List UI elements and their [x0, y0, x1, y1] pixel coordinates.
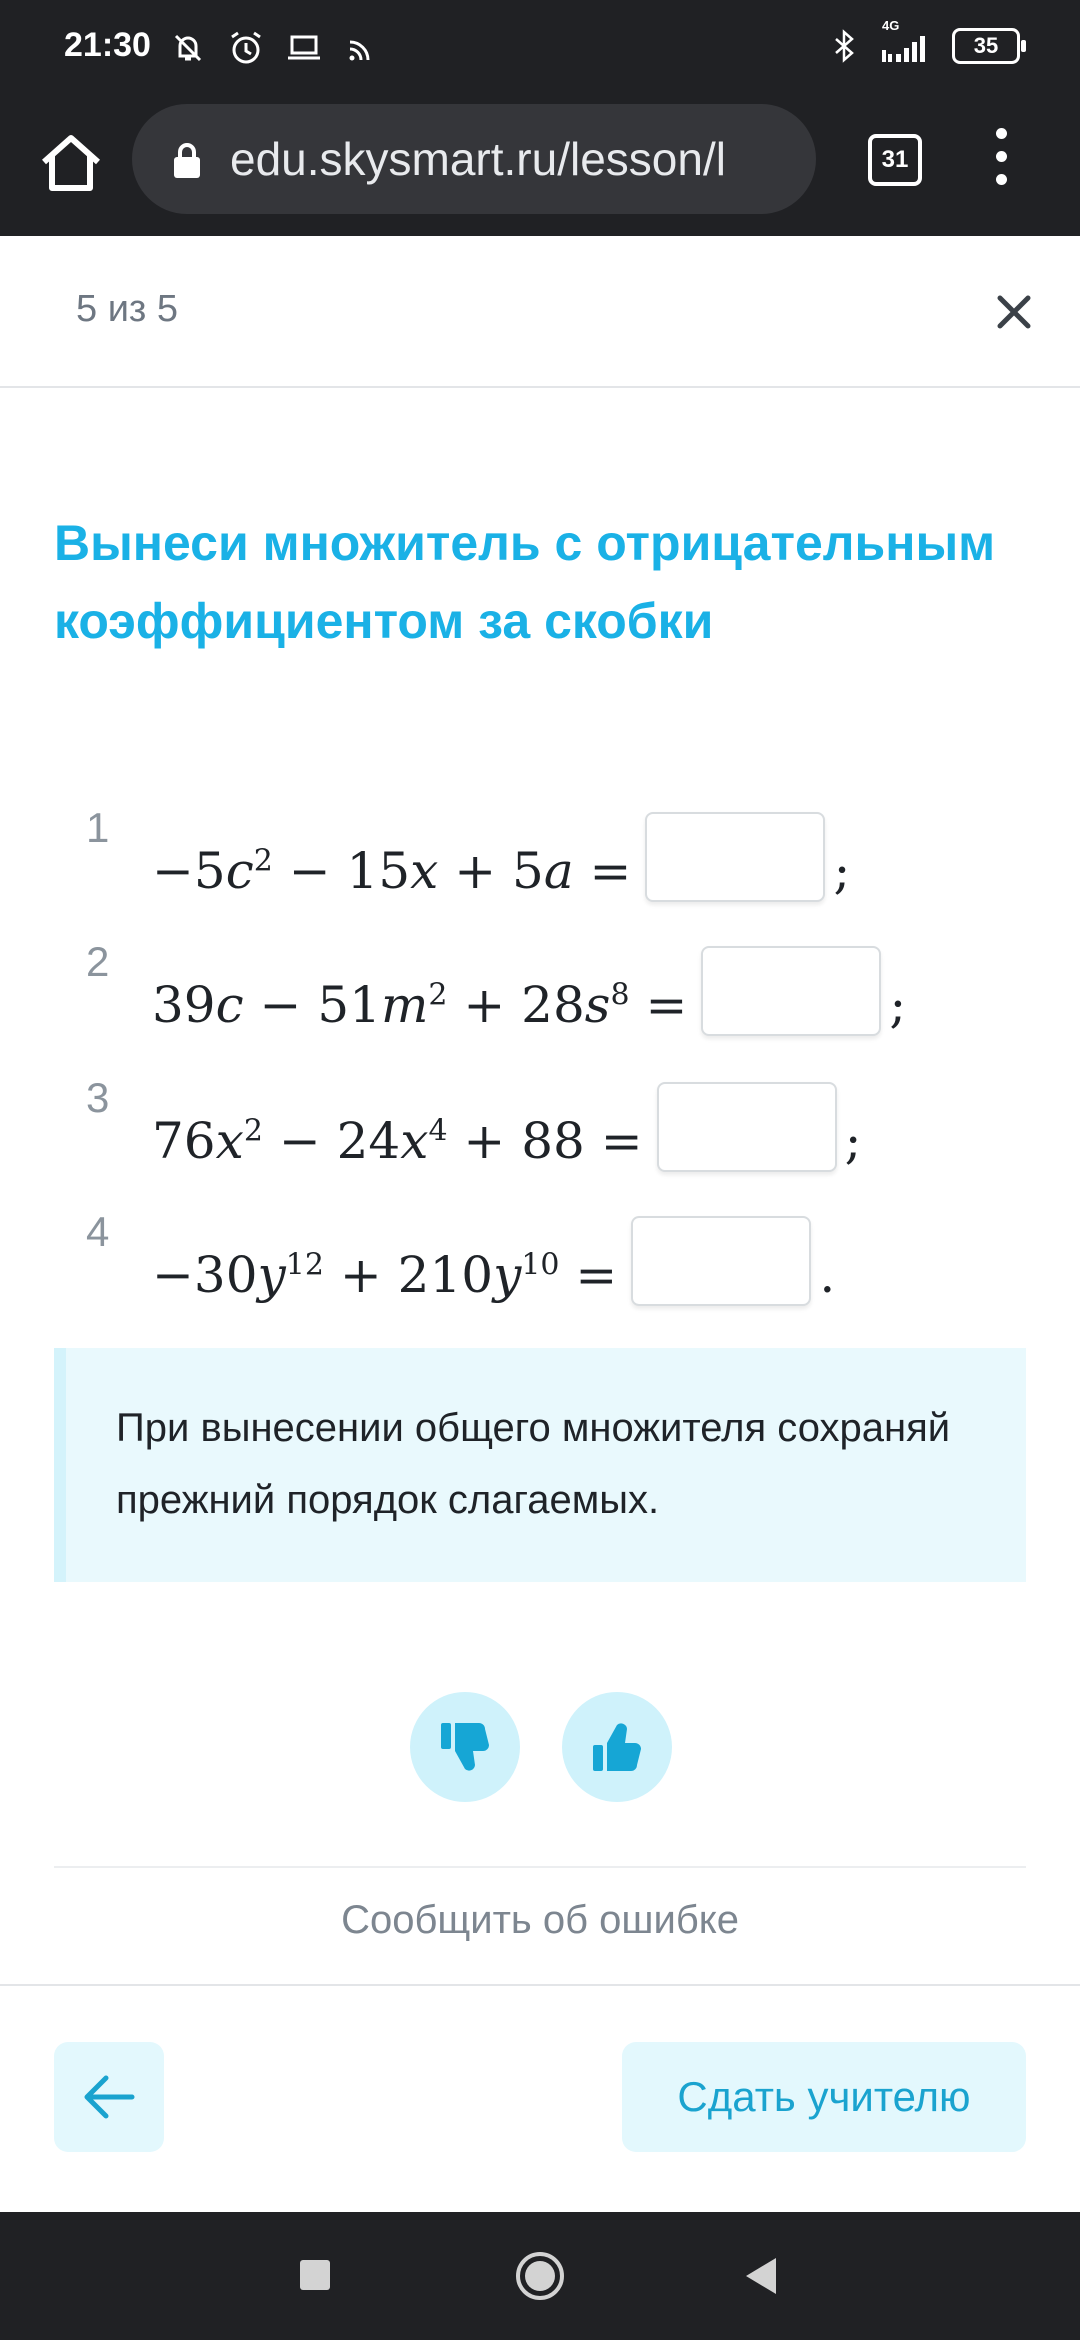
- task-progress: 5 из 5: [76, 288, 179, 330]
- home-circle-icon[interactable]: [514, 2250, 566, 2302]
- task-number: 4: [86, 1208, 110, 1255]
- system-nav-bar: [0, 2212, 1080, 2340]
- task-title: Вынеси множитель с отрицательным коэффициентом за скобки: [54, 515, 996, 649]
- alarm-icon: [226, 28, 266, 68]
- close-icon[interactable]: [994, 292, 1034, 332]
- separator: ;: [833, 842, 851, 900]
- hint-box: [54, 1348, 1026, 1582]
- task-number: 2: [86, 938, 110, 985]
- back-button[interactable]: [54, 2042, 164, 2152]
- browser-toolbar: [0, 96, 1080, 236]
- task-item-3: [0, 1052, 1080, 1170]
- task-number: 3: [86, 1074, 110, 1121]
- laptop-icon: [284, 28, 324, 68]
- divider: [0, 1984, 1080, 1986]
- answer-input-4[interactable]: [631, 1216, 811, 1306]
- dislike-button[interactable]: [410, 1692, 520, 1802]
- task-item-2: [0, 916, 1080, 1034]
- signal-icon: [882, 18, 934, 66]
- divider: [54, 1866, 1026, 1868]
- answer-input-3[interactable]: [657, 1082, 837, 1172]
- task-item-4: [0, 1186, 1080, 1304]
- battery-icon: 35: [952, 28, 1020, 64]
- network-label: 4G: [882, 18, 900, 33]
- status-bar: [0, 0, 1080, 96]
- mute-bell-icon: [168, 28, 208, 68]
- recents-icon[interactable]: [300, 2260, 330, 2290]
- report-error-link[interactable]: Сообщить об ошибке: [341, 1898, 739, 1942]
- math-expression: $-5c^2 - 15x + 5a$ = ;: [152, 798, 850, 900]
- lesson-header: [0, 236, 1080, 388]
- task-number: 1: [86, 804, 110, 851]
- math-expression: $76x^2 - 24x^4 + 88$ = ;: [152, 1068, 861, 1170]
- arrow-left-icon: [82, 2072, 136, 2122]
- task-item-1: [0, 782, 1080, 900]
- like-button[interactable]: [562, 1692, 672, 1802]
- more-vert-icon[interactable]: [990, 128, 1012, 198]
- thumbs-up-icon: [587, 1717, 647, 1777]
- separator: .: [819, 1246, 836, 1304]
- back-triangle-icon[interactable]: [742, 2256, 780, 2296]
- home-icon[interactable]: [38, 130, 104, 196]
- lock-icon: [172, 142, 202, 178]
- math-expression: $39c - 51m^2 + 28s^8$ = ;: [152, 932, 906, 1034]
- status-icons-left: [168, 28, 382, 68]
- cast-icon: [342, 28, 382, 68]
- url-text: edu.skysmart.ru/lesson/l: [230, 133, 726, 185]
- thumbs-down-icon: [435, 1717, 495, 1777]
- bluetooth-icon: [824, 26, 864, 66]
- math-expression: $-30y^{12} + 210y^{10}$ = .: [152, 1202, 835, 1304]
- url-bar[interactable]: [132, 104, 816, 214]
- answer-input-1[interactable]: [645, 812, 825, 902]
- tabs-button[interactable]: 31: [868, 134, 922, 186]
- submit-to-teacher-button[interactable]: Сдать учителю: [622, 2042, 1026, 2152]
- status-icons-right: [824, 18, 1020, 66]
- hint-text: При вынесении общего множителя сохраняй прежний порядок слагаемых.: [116, 1406, 951, 1522]
- separator: ;: [889, 976, 907, 1034]
- status-time: 21:30: [64, 26, 151, 64]
- separator: ;: [844, 1112, 862, 1170]
- answer-input-2[interactable]: [701, 946, 881, 1036]
